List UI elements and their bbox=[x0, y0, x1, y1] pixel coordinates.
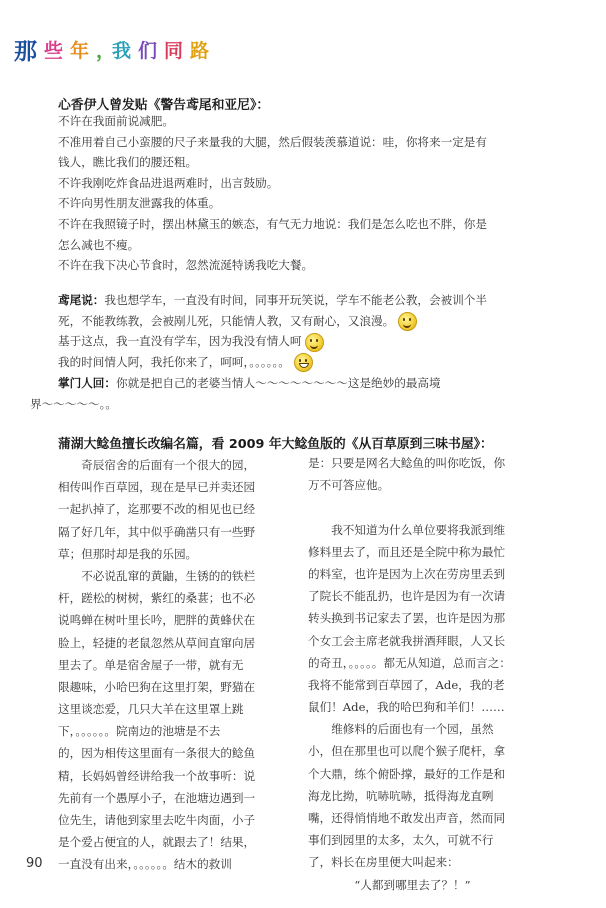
smiley-icon bbox=[305, 333, 324, 352]
column-text-line: 不必说乱窜的黄鼬，生锈的的铁栏 bbox=[58, 568, 256, 583]
header-title-char: 们 bbox=[138, 40, 158, 62]
column-text-line: 一直没有出来，。。。。。。结木的救训 bbox=[58, 857, 232, 872]
header-title-char: 路 bbox=[190, 40, 210, 62]
column-text-line: 转头换到书记家去了罢，也许是因为那 bbox=[308, 611, 506, 626]
post-body-1 bbox=[58, 111, 554, 276]
text-line: 不许在我面前说减肥。 bbox=[58, 114, 174, 128]
text-line bbox=[58, 311, 554, 332]
text-line bbox=[58, 331, 554, 352]
grin-smiley-icon bbox=[294, 353, 313, 372]
column-text-line: 个大鼎，练个俯卧撑，最好的工作是和 bbox=[308, 766, 506, 781]
running-header bbox=[14, 36, 594, 68]
text-line: 不准用着自己小蛮腰的尺子来量我的大腿，然后假装羡慕道说：哇，你将来一定是有 bbox=[58, 134, 487, 149]
column-text-line: 的，因为相传这里面有一条很大的鲶鱼 bbox=[58, 746, 256, 761]
reply-speaker: 掌门人回： bbox=[58, 376, 116, 390]
reply-text: 你就是把自己的老婆当情人～～～～～～～～这是绝妙的最高境 bbox=[115, 376, 441, 390]
reply-block-1 bbox=[58, 290, 554, 372]
column-text-line: 下，。。。。。。院南边的池塘是不去 bbox=[58, 724, 221, 739]
column-text-line: 事们到园里的太多，太久，可就不行 bbox=[308, 833, 494, 848]
post-heading-1: 心香伊人曾发贴《警告鸢尾和亚尼》： bbox=[58, 98, 270, 113]
text-line: 不许向男性朋友泄露我的体重。 bbox=[58, 196, 221, 211]
reply-block-2 bbox=[58, 373, 554, 394]
reply-text: 我也想学车，一直没有时间，同事开玩笑说，学车不能老公教，会被训个半 bbox=[104, 293, 487, 307]
header-title-char: ， bbox=[96, 40, 116, 62]
column-text-line: 万不可答应他。 bbox=[308, 478, 390, 493]
header-title-char: 些 bbox=[44, 40, 64, 62]
column-text-line: 相传叫作百草园，现在是早已并卖还园 bbox=[58, 480, 256, 495]
column-text-line: 鼠们！Ade，我的哈巴狗和羊们！…… bbox=[308, 700, 505, 715]
header-title-char: 同 bbox=[164, 40, 184, 62]
column-text-line: 我不知道为什么单位要将我派到维 bbox=[308, 522, 506, 537]
post-heading-2: 蒲湖大鲶鱼擅长改编名篇，看 2009 年大鲶鱼版的《从百草原到三味书屋》： bbox=[58, 437, 493, 452]
column-text-line: 草；但那时却是我的乐园。 bbox=[58, 546, 198, 561]
column-text-line: 嘴，还得悄悄地不敢发出声音，然而同 bbox=[308, 811, 506, 825]
column-text-line bbox=[308, 496, 542, 518]
column-text-line: 位先生，请他到家里去吃牛肉面，小子 bbox=[58, 813, 256, 827]
column-text-line: “人都到哪里去了？！” bbox=[308, 877, 471, 892]
text-line: 界～～～～～。。 bbox=[30, 397, 117, 411]
header-title-char: 年 bbox=[70, 40, 90, 62]
column-text-line: 维修料的后面也有一个园，虽然 bbox=[308, 722, 494, 737]
text-line: 怎么减也不瘦。 bbox=[58, 237, 140, 252]
column-text-line: 了院长不能乱扔，也许是因为有一次请 bbox=[308, 589, 506, 604]
right-column bbox=[308, 452, 542, 896]
column-text-line: 脸上，轻捷的老鼠忽然从草间直窜向居 bbox=[58, 635, 256, 650]
column-text-line: 说鸣蝉在树叶里长吟，肥胖的黄蜂伏在 bbox=[58, 613, 256, 628]
column-text-line: 奇辰宿舍的后面有一个很大的园， bbox=[58, 458, 256, 472]
column-text-line: 一起扒掉了，迄那要不改的相见也已经 bbox=[58, 502, 256, 517]
reply-block-2-cont bbox=[30, 394, 330, 415]
reply-speaker: 鸢尾说： bbox=[58, 293, 105, 307]
text-line bbox=[58, 373, 554, 394]
column-text-line: 我将不能常到百草园了，Ade，我的老 bbox=[308, 677, 505, 692]
left-column bbox=[58, 454, 292, 876]
column-text-line: 的奇丑，。。。。。都无从知道，总而言之： bbox=[308, 655, 511, 670]
column-text-line: 了，料长在房里便大叫起来： bbox=[308, 855, 459, 870]
column-text-line: 先前有一个愚厚小子，在池塘边遇到一 bbox=[58, 790, 256, 805]
reply-text: 死，不能教练教，会被剐儿死，只能情人教，又有耐心，又浪漫。 bbox=[58, 313, 395, 328]
column-text-line: 里去了。单是宿舍屋子一带，就有无 bbox=[58, 657, 244, 672]
text-line: 不许在我照镜子时，摆出林黛玉的嫉态，有气无力地说：我们是怎么吃也不胖，你是 bbox=[58, 216, 487, 231]
reply-text: 基于这点，我一直没有学车，因为我没有情人呵 bbox=[58, 334, 302, 349]
column-text-line: 的料室，也许是因为上次在劳房里丢到 bbox=[308, 566, 506, 581]
column-text-line: 是：只要是网名大鲶鱼的叫你吃饭，你 bbox=[308, 456, 506, 470]
text-line: 钱人，瞧比我们的腰还粗。 bbox=[58, 155, 198, 170]
header-title-char: 我 bbox=[112, 40, 132, 62]
text-line bbox=[58, 290, 554, 311]
column-text-line: 这里谈恋爱，几只大羊在这里罩上跳 bbox=[58, 702, 244, 717]
column-text-line: 个女工会主席老就我拼酒拜眼，人又长 bbox=[308, 633, 506, 648]
text-line: 不许在我下决心节食时，忽然流涎特诱我吃大餐。 bbox=[58, 258, 314, 273]
text-line bbox=[58, 352, 554, 373]
column-text-line: 精，长妈妈曾经讲给我一个故事听：说 bbox=[58, 768, 256, 783]
header-title-char: 那 bbox=[14, 39, 37, 65]
smiley-icon bbox=[398, 312, 417, 331]
column-text-line: 隔了好几年，其中似乎确凿只有一些野 bbox=[58, 524, 256, 539]
column-text-line: 杆，蹉松的树树，紫红的桑葚；也不必 bbox=[58, 591, 256, 606]
column-text-line: 海龙比拗，吭哧吭哧，抵得海龙直咧 bbox=[308, 788, 494, 803]
column-text-line: 是个爱占便宜的人，就跟去了！结果， bbox=[58, 835, 256, 850]
column-text-line: 限趣味，小哈巴狗在这里打架，野猫在 bbox=[58, 679, 256, 694]
reply-text: 我的时间情人阿，我托你来了，呵呵，。。。。。。 bbox=[58, 354, 290, 369]
text-line: 不许我刚吃炸食品进退两难时，出言鼓励。 bbox=[58, 175, 279, 190]
column-text-line: 修料里去了，而且还是全院中称为最忙 bbox=[308, 544, 506, 559]
page-number: 90 bbox=[26, 856, 43, 871]
column-text-line: 小，但在那里也可以爬个猴子爬杆，拿 bbox=[308, 744, 506, 759]
